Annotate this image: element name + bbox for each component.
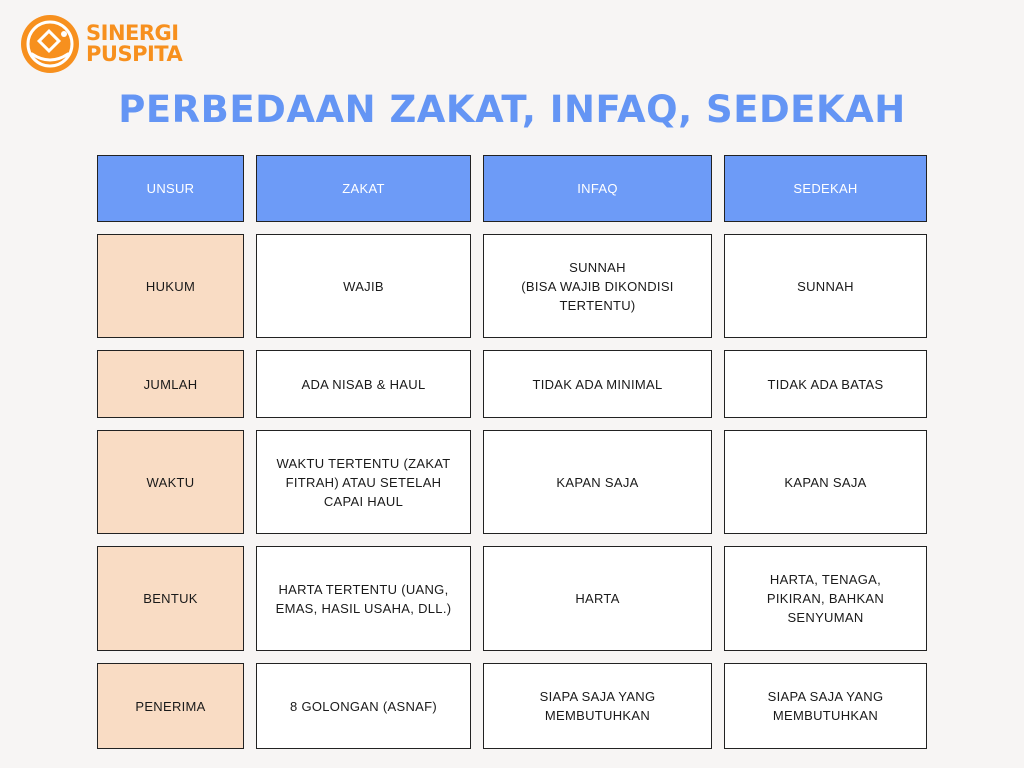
brand-logo (20, 14, 182, 74)
cell-waktu-infaq: KAPAN SAJA (483, 430, 712, 534)
logo-line-2: PUSPITA (86, 42, 183, 66)
cell-bentuk-infaq: HARTA (483, 546, 712, 651)
cell-jumlah-zakat: ADA NISAB & HAUL (256, 350, 471, 418)
page-title: PERBEDAAN ZAKAT, INFAQ, SEDEKAH (118, 88, 906, 131)
cell-penerima-zakat: 8 GOLONGAN (ASNAF) (256, 663, 471, 749)
logo-wordmark (86, 23, 182, 65)
cell-penerima-sedekah: SIAPA SAJA YANG MEMBUTUHKAN (724, 663, 927, 749)
header-zakat: ZAKAT (256, 155, 471, 222)
cell-bentuk-sedekah: HARTA, TENAGA, PIKIRAN, BAHKAN SENYUMAN (724, 546, 927, 651)
row-label-jumlah: JUMLAH (97, 350, 244, 418)
cell-jumlah-infaq: TIDAK ADA MINIMAL (483, 350, 712, 418)
row-label-bentuk: BENTUK (97, 546, 244, 651)
header-infaq: INFAQ (483, 155, 712, 222)
cell-waktu-sedekah: KAPAN SAJA (724, 430, 927, 534)
row-label-hukum: HUKUM (97, 234, 244, 338)
cell-bentuk-zakat: HARTA TERTENTU (UANG, EMAS, HASIL USAHA, DLL.) (256, 546, 471, 651)
header-unsur: UNSUR (97, 155, 244, 222)
header-sedekah: SEDEKAH (724, 155, 927, 222)
cell-hukum-zakat: WAJIB (256, 234, 471, 338)
cell-waktu-zakat: WAKTU TERTENTU (ZAKAT FITRAH) ATAU SETELAH CAPAI HAUL (256, 430, 471, 534)
logo-line-1: SINERGI (86, 21, 179, 45)
cell-hukum-infaq: SUNNAH (BISA WAJIB DIKONDISI TERTENTU) (483, 234, 712, 338)
sinergi-puspita-logo-icon (20, 14, 80, 74)
cell-penerima-infaq: SIAPA SAJA YANG MEMBUTUHKAN (483, 663, 712, 749)
cell-jumlah-sedekah: TIDAK ADA BATAS (724, 350, 927, 418)
cell-hukum-sedekah: SUNNAH (724, 234, 927, 338)
row-label-waktu: WAKTU (97, 430, 244, 534)
row-label-penerima: PENERIMA (97, 663, 244, 749)
